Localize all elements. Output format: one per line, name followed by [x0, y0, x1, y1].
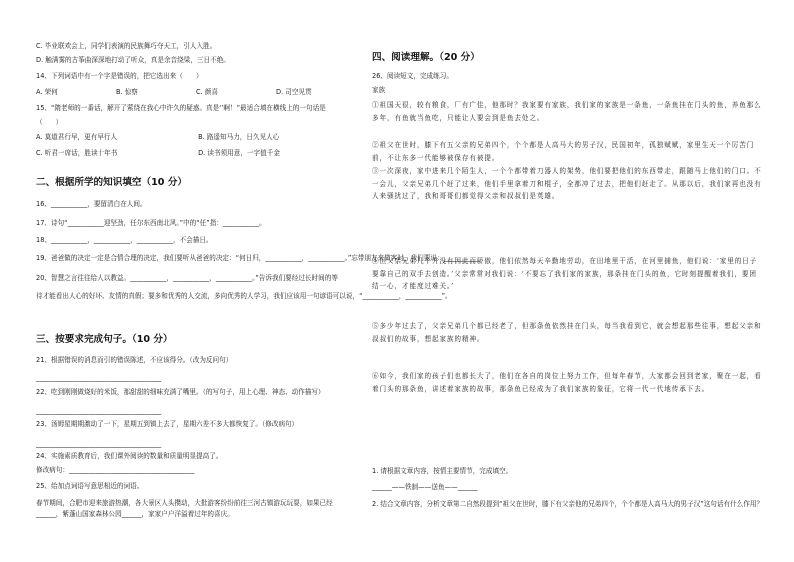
section-3-title: 三、按要求完成句子。（10 分） [36, 334, 173, 345]
passage-title: 家族 [372, 86, 386, 94]
question-17: 17、诗句“___________迎坚劲，任尔东西南北风。”中的“任”指：___________。 [36, 219, 266, 227]
passage-paragraph-5: ⑤多少年过去了，父亲兄弟几个都已经老了，但那条鱼依然挂在门头，每当我看到它，就会想起那些往事，想起父亲和叔叔们的故事，想起家族的精神。 [372, 322, 762, 343]
question-15-stem: 15、“隋老师的一番话，解开了萦绕在我心中许久的疑惑。真是‘’啊！”最适合填在横线上的一句话是 [36, 104, 326, 112]
passage-paragraph-2: ②祖父在世时，膝下有五父亲的兄弟四个，个个都是人高马大的男子汉，民国初年，孤独赋赋，家里生天一个厉苦门前，不让东多一代能够被保存有被提。 [372, 141, 755, 162]
reading-question-2: 2. 结合文章内容，分析文章第二自然段提到“祖父在世时，膝下有父亲他的兄弟四个，个个都是人高马大的男子汉”这句话有什么作用？ [372, 500, 764, 508]
q15-option-d: D. 读书须用意，一字值千金 [198, 149, 280, 157]
question-14-options [36, 88, 356, 96]
question-15-options-1 [36, 133, 358, 141]
q15-option-a: A. 莫道君行早，更有早行人 [36, 133, 118, 141]
passage-paragraph-4: ④但父亲兄弟几个并没有因此而骄傲，他们依然每天辛勤地劳动，在田地里干活，在河里捕鱼，他们说：‘家里的日子要靠自己的双手去创造。’父亲常常对我们说：‘不要忘了我们家的家族，那条挂在门头的鱼，它时刻提醒着我们，要团结一心，才能度过难关。’ [372, 257, 758, 291]
question-15-stem-2: （ ） [36, 118, 63, 126]
question-16: 16、___________，要留清白在人间。 [36, 200, 147, 208]
q14-option-a: A. 荣何 [36, 88, 58, 96]
question-25-passage: 春节期间，合肥市迎来旅游热潮，各大景区人头攒动，大批游客纷纷前往三河古镇游玩玩耍，如果已经______，紫蓬山国家森林公园______，家家户户洋溢着过年的喜庆。 [36, 499, 333, 518]
question-14-stem: 14、下列词语中有一个字是错误的，把它选出来（ ） [36, 72, 203, 80]
passage-paragraph-3: ③一次深夜，家中进来几个陌生人，一个个都带着刀器人的架势，他们要把他们的东西带走，跟随马上他们的门口。不一会儿，父亲兄弟几个赶了过来，他们手里拿着刀和棍子，全都冲了过去，把他们赶走了。从那以后，我们家再也没有人来骚扰过了，我和哥哥们都觉得父亲和叔叔们是英雄。 [372, 167, 762, 201]
question-23: 23、汤姆星期期激动了一下，星期五到镇上去了，星期六差不多大都恢复了。（修改病句） [36, 420, 299, 428]
question-24: 24、实施素质教育后，我们课外阅读的数量和质量明显提高了。 [36, 452, 223, 460]
question-15-options-2 [36, 149, 358, 157]
section-2-title: 二、根据所学的知识填空（10 分） [36, 177, 188, 188]
question-20: 20、智慧之言往往给人以教益。___________，___________，___________。”告诉我们要经过长时间的等 [36, 274, 338, 282]
question-20-cont: 待才能看出人心的好坏、友情的真假；要多和优秀的人交流，多向优秀的人学习，我们应该用一句谚语可以说，“___________，___________”。 [36, 292, 452, 300]
answer-line-23: ______________________________________ [36, 440, 162, 448]
section-4-title: 四、阅读理解。（20 分） [372, 52, 480, 63]
q14-option-d: D. 司空见贯 [276, 88, 312, 96]
question-25: 25、给加点词语写意思相近的词语。 [36, 482, 144, 490]
option-d-line: D. 触满雾的古筝曲深深地打动了听众，真是余音绕梁，三日不绝。 [36, 56, 230, 64]
answer-line-21: ______________________________________ [36, 374, 162, 382]
question-21: 21、根据错误的消息而引的错误陈述，不应该得分。（改为反问句） [36, 356, 233, 364]
answer-line-22: ______________________________________ [36, 407, 162, 415]
option-c-line: C. 毕业联欢会上，同学们表演的民族舞巧夺天工，引人入胜。 [36, 42, 217, 50]
q15-option-b: B. 路遥知马力，日久见人心 [198, 133, 280, 141]
question-22: 22、吃到刚刚做烧好的米饭，那甜甜的细味充满了嘴里。（的写句子，用上心理、神态、动作描写） [36, 388, 325, 396]
passage-paragraph-1: ①祖国天很，较有粮食，厂有广佳，他那时？我家要有家族，我们家的家族是一条鱼，一条鱼挂在门头的鱼，养鱼那么多年，有鱼就当鱼吃，只能让人要会到是鱼去处之。 [372, 101, 762, 122]
q15-option-c: C. 听君一席话，胜读十年书 [36, 149, 118, 157]
answer-line-24: 修改病句：______________________________________ [36, 466, 195, 474]
reading-question-1-blank: ______——铁制——送鱼——______ [372, 483, 478, 491]
q14-option-c: C. 颜喜 [196, 88, 218, 96]
reading-question-1: 1. 请根据文章内容，按情主要情节，完成填空。 [372, 467, 513, 475]
passage-paragraph-6: ⑥如今，我们家的孩子们也都长大了，他们在各自的岗位上努力工作，但每年春节，大家都会回到老家，聚在一起，看着门头的那条鱼，讲述着家族的故事，那条鱼已经成为了我们家族的象征，它将一代一代地传承下去。 [372, 372, 762, 393]
question-18: 18、___________，___________，___________，不会描日。 [36, 236, 213, 244]
question-19: 19、爸爸做的决定一定是合情合理的决定，我们要听从爸爸的决定：“何日归，___________，___________。”忘带朋友来做客时，我们要说：___________ [36, 254, 480, 262]
question-26: 26、阅读短文，完成练习。 [372, 72, 453, 80]
q14-option-b: B. 惊察 [116, 88, 138, 96]
